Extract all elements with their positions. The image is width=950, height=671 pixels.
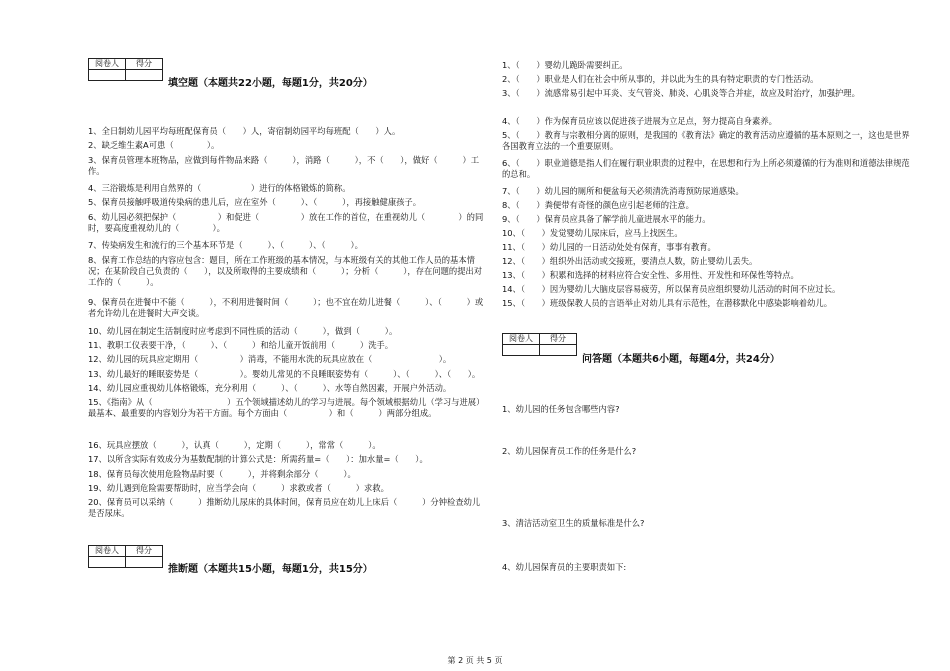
page-footer: 第 2 页 共 5 页 [447, 656, 503, 665]
qa-section-title: 问答题（本题共6小题，每题4分，共24分） [582, 354, 780, 365]
judge-question-3: 3、（ ）流感常易引起中耳炎、支气管炎、肺炎、心肌炎等合并症，故应及时治疗，加强护理。 [502, 88, 860, 98]
score-label: 得分 [540, 334, 577, 345]
judge-question-14: 14、（ ）因为婴幼儿大脑皮层容易疲劳，所以保育员应组织婴幼儿活动的时间不应过长。 [502, 284, 841, 294]
fill-question-18: 18、保育员每次使用危险物品时要（ ），并将剩余部分（ ）。 [88, 469, 356, 479]
judge-question-11: 11、（ ）幼儿园的一日活动处处有保育，事事有教育。 [502, 242, 716, 252]
reviewer-label: 阅卷人 [89, 546, 126, 557]
fill-question-3: 3、保育员管理本班物品，应做到每件物品来路（ ），消路（ ），不（ ），做好（ ）工作。 [88, 155, 480, 176]
fill-section-title: 填空题（本题共22小题，每题1分，共20分） [168, 78, 373, 89]
score-box-qa [502, 333, 577, 356]
qa-question-1: 1、幼儿园的任务包含哪些内容? [502, 404, 620, 414]
fill-question-12: 12、幼儿园的玩具应定期用（ ）消毒，不能用水洗的玩具应放在（ ）。 [88, 354, 452, 364]
fill-question-14: 14、幼儿园应重视幼儿体格锻炼，充分利用（ ）、（ ）、水等自然因素，开展户外活动。 [88, 383, 452, 393]
judge-question-4: 4、（ ）作为保育员应该以促进孩子进展为立足点，努力提高自身素养。 [502, 116, 777, 126]
fill-question-6: 6、幼儿园必须把保护（ ）和促进（ ）放在工作的首位，在重视幼儿（ ）的同时，要高度重视幼儿的（ ）。 [88, 212, 484, 233]
reviewer-cell [503, 345, 540, 356]
fill-question-4: 4、三浴锻炼是利用自然界的（ ）进行的体格锻炼的简称。 [88, 183, 351, 193]
reviewer-label: 阅卷人 [89, 59, 126, 70]
qa-question-2: 2、幼儿园保育员工作的任务是什么? [502, 446, 637, 456]
reviewer-label: 阅卷人 [503, 334, 540, 345]
fill-question-16: 16、玩具应摆放（ ），认真（ ），定期（ ），常常（ ）。 [88, 440, 381, 450]
judge-question-5: 5、（ ）教育与宗教相分离的原则，是我国的《教育法》确定的教育活动应遵循的基本原则之一，这也是世界各国教育立法的一个重要原则。 [502, 130, 910, 151]
fill-question-11: 11、教职工仪表要干净，（ ）、（ ）和给儿童开饭前用（ ）洗手。 [88, 340, 394, 350]
reviewer-cell [89, 557, 126, 568]
reviewer-cell [89, 70, 126, 81]
qa-question-3: 3、清洁活动室卫生的质量标准是什么? [502, 518, 645, 528]
judge-question-12: 12、（ ）组织外出活动或交接班，要清点人数，防止婴幼儿丢失。 [502, 256, 758, 266]
fill-question-10: 10、幼儿园在制定生活制度时应考虑到不同性质的活动（ ），做到（ ）。 [88, 326, 398, 336]
score-box-fill [88, 58, 163, 81]
fill-question-9: 9、保育员在进餐中不能（ ），不利用进餐时间（ ）；也不宜在幼儿进餐（ ）、（ ）或者允许幼儿在进餐时大声交谈。 [88, 297, 484, 318]
judge-question-7: 7、（ ）幼儿园的厕所和便盆每天必须清洗消毒预防尿道感染。 [502, 186, 744, 196]
fill-question-1: 1、全日制幼儿园平均每班配保育员（ ）人，寄宿制幼园平均每班配（ ）人。 [88, 126, 401, 136]
judge-question-13: 13、（ ）积累和选择的材料应符合安全性、多用性、开发性和环保性等特点。 [502, 270, 799, 280]
judge-question-15: 15、（ ）班级保教人员的言语举止对幼儿具有示范性，在潜移默化中感染影响着幼儿。 [502, 298, 832, 308]
fill-question-8: 8、保育工作总结的内容应包含：题目，所在工作班级的基本情况，与本班级有关的其他工作人员的基本情况；在某阶段自己负责的（ ），以及所取得的主要成绩和（ ）；分析（ ），存在问题的提出对工作的（ ）。 [88, 255, 483, 287]
fill-question-19: 19、幼儿遇到危险需要帮助时，应当学会向（ ）求救或者（ ）求救。 [88, 483, 389, 493]
score-cell [126, 557, 163, 568]
judge-section-title: 推断题（本题共15小题，每题1分，共15分） [168, 564, 373, 575]
judge-question-1: 1、（ ）婴幼儿跪卧需要纠正。 [502, 60, 628, 70]
fill-question-5: 5、保育员接触呼吸道传染病的患儿后，应在室外（ ）、（ ），再接触健康孩子。 [88, 197, 422, 207]
judge-question-8: 8、（ ）粪便带有奇怪的颜色应引起老师的注意。 [502, 200, 694, 210]
score-box-judge [88, 545, 163, 568]
judge-question-2: 2、（ ）职业是人们在社会中所从事的，并以此为生的具有特定职责的专门性活动。 [502, 74, 819, 84]
judge-question-6: 6、（ ）职业道德是指人们在履行职业职责的过程中，在思想和行为上所必须遵循的行为准则和道德法律规范的总和。 [502, 158, 910, 179]
score-cell [126, 70, 163, 81]
fill-question-17: 17、以所含实际有效成分为基数配制的计算公式是：所需药量=（ ）：加水量=（ ）。 [88, 454, 428, 464]
fill-question-20: 20、保育员可以采纳（ ）推断幼儿尿床的具体时间，保育员应在幼儿上床后（ ）分钟检查幼儿是否尿床。 [88, 497, 481, 518]
fill-question-13: 13、幼儿最好的睡眠姿势是（ ）。婴幼儿常见的不良睡眠姿势有（ ）、（ ）、（ ）。 [88, 369, 481, 379]
score-label: 得分 [126, 546, 163, 557]
fill-question-15: 15、《指南》从（ ）五个领域描述幼儿的学习与进展。每个领域根据幼儿（学习与进展）最基本、最重要的内容划分为若干方面。每个方面由（ ）和（ ）两部分组成。 [88, 397, 481, 418]
score-label: 得分 [126, 59, 163, 70]
judge-question-10: 10、（ ）发觉婴幼儿尿床后，应马上找医生。 [502, 228, 683, 238]
score-cell [540, 345, 577, 356]
judge-question-9: 9、（ ）保育员应具备了解学前儿童进展水平的能力。 [502, 214, 711, 224]
fill-question-2: 2、缺乏维生素A可患（ ）。 [88, 140, 220, 150]
fill-question-7: 7、传染病发生和流行的三个基本环节是（ ）、（ ）、（ ）。 [88, 240, 363, 250]
qa-question-4: 4、幼儿园保育员的主要职责如下: [502, 562, 627, 572]
